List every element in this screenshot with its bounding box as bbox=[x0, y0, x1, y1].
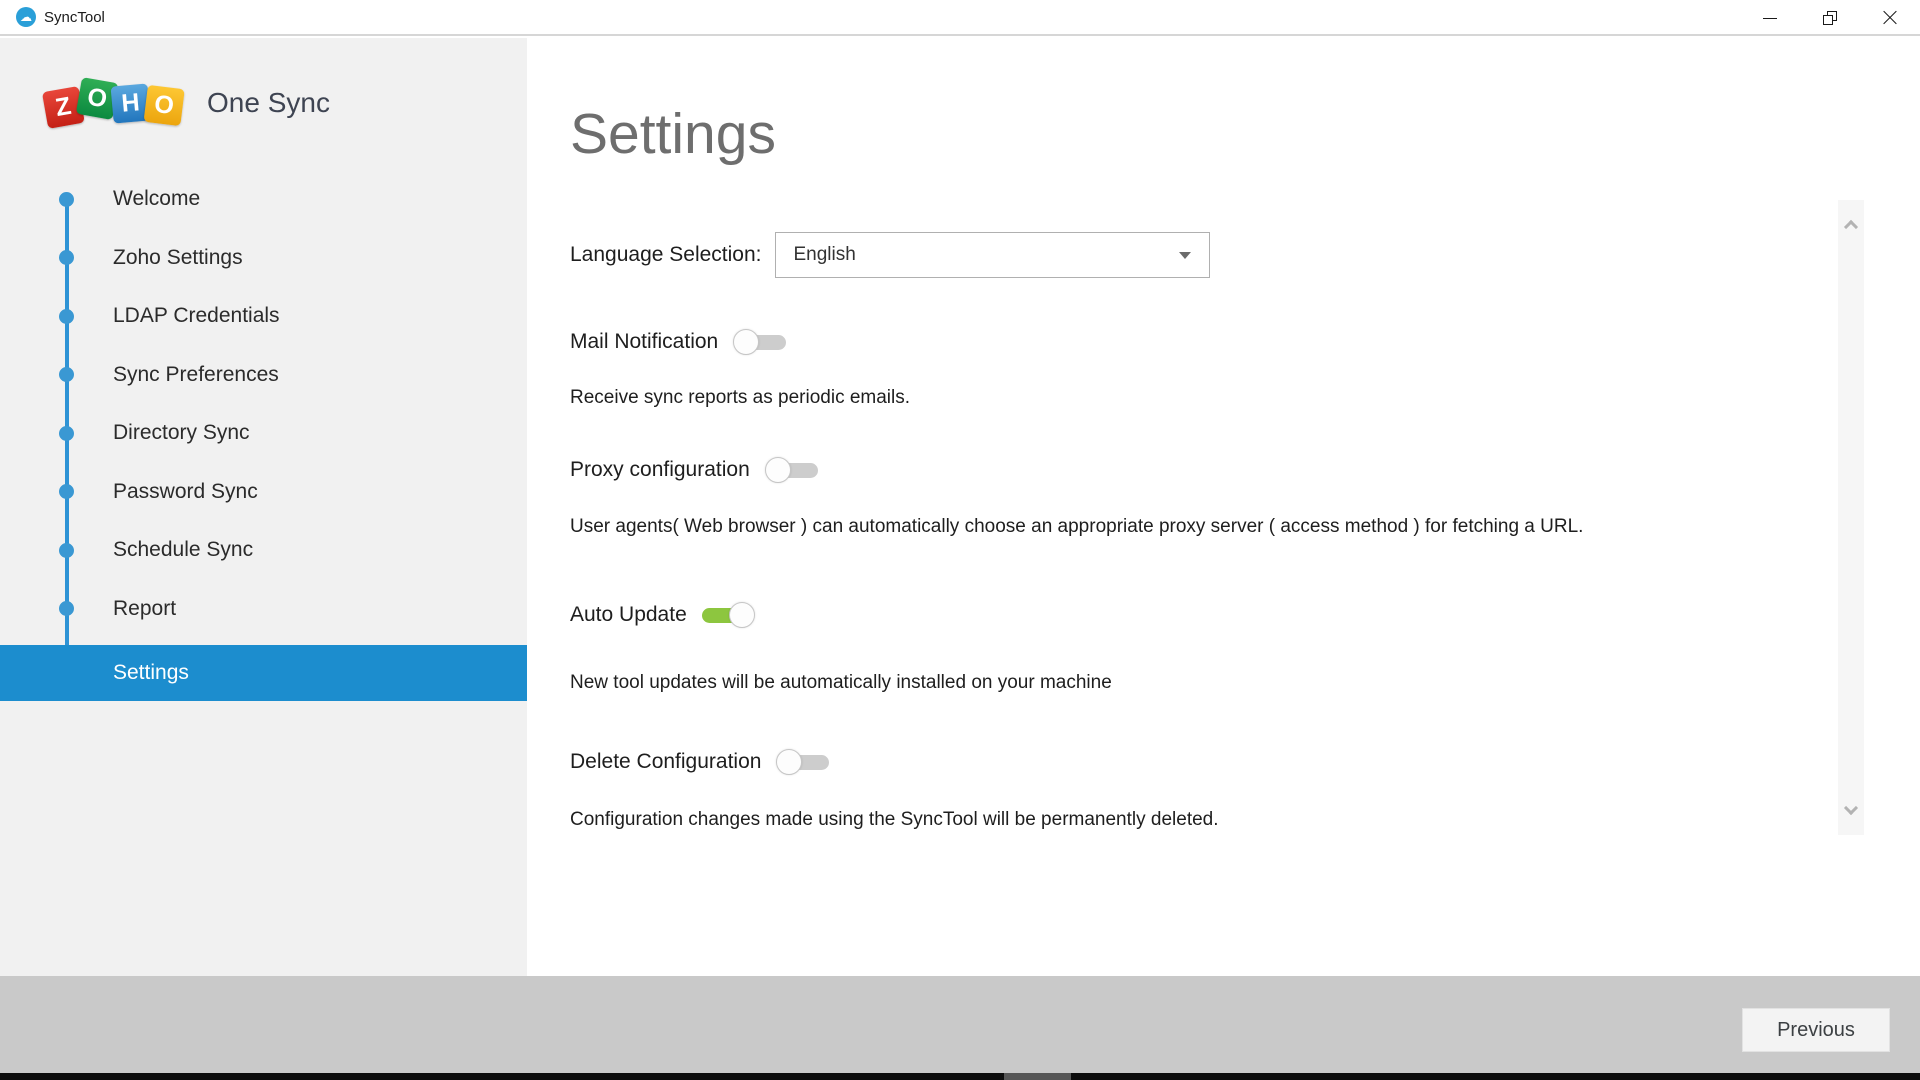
synctool-cloud-icon: ☁ bbox=[16, 7, 36, 27]
sidebar-item-label: Settings bbox=[113, 661, 189, 684]
sidebar-item-label: LDAP Credentials bbox=[113, 304, 280, 328]
delete-configuration-toggle[interactable] bbox=[776, 749, 829, 775]
page-title: Settings bbox=[570, 102, 776, 166]
sidebar-item-directory-sync[interactable] bbox=[0, 404, 527, 463]
toggle-knob bbox=[733, 329, 759, 355]
language-select-value: English bbox=[793, 244, 856, 265]
sidebar-item-password-sync[interactable] bbox=[0, 463, 527, 522]
step-dot-icon bbox=[59, 250, 74, 265]
taskbar-strip bbox=[0, 1073, 1920, 1080]
delete-configuration-description: Configuration changes made using the SyncTool will be permanently deleted. bbox=[570, 809, 1219, 830]
mail-notification-label: Mail Notification bbox=[570, 330, 719, 353]
proxy-configuration-label: Proxy configuration bbox=[570, 458, 750, 481]
sidebar-item-label: Directory Sync bbox=[113, 421, 250, 445]
sidebar-item-label: Zoho Settings bbox=[113, 245, 243, 269]
delete-configuration-group bbox=[570, 748, 1219, 831]
step-dot-icon bbox=[59, 601, 74, 616]
zoho-logo-letter-o1: O bbox=[76, 77, 119, 120]
sidebar-item-label: Welcome bbox=[113, 187, 201, 211]
step-dot-icon bbox=[59, 484, 74, 499]
language-selection-label: Language Selection: bbox=[570, 243, 762, 266]
delete-configuration-label: Delete Configuration bbox=[570, 750, 762, 773]
auto-update-group bbox=[570, 601, 1112, 694]
taskbar-segment bbox=[1004, 1073, 1071, 1080]
sidebar-item-label: Report bbox=[113, 596, 177, 620]
main-content bbox=[527, 38, 1920, 976]
sidebar-item-report[interactable] bbox=[0, 580, 527, 639]
auto-update-description: New tool updates will be automatically installed on your machine bbox=[570, 672, 1112, 693]
sidebar-nav bbox=[0, 170, 527, 701]
sidebar-item-label: Password Sync bbox=[113, 479, 258, 503]
restore-icon bbox=[1823, 11, 1837, 25]
sidebar-item-label: Schedule Sync bbox=[113, 538, 254, 562]
toggle-knob bbox=[776, 749, 802, 775]
minimize-icon bbox=[1763, 18, 1777, 19]
sidebar-item-sync-preferences[interactable] bbox=[0, 346, 527, 405]
toggle-knob bbox=[729, 602, 755, 628]
mail-notification-toggle[interactable] bbox=[733, 329, 786, 355]
mail-notification-group bbox=[570, 328, 910, 409]
step-dot-icon bbox=[59, 192, 74, 207]
sidebar-item-ldap-credentials[interactable] bbox=[0, 287, 527, 346]
sidebar-item-schedule-sync[interactable] bbox=[0, 521, 527, 580]
sidebar-item-zoho-settings[interactable] bbox=[0, 229, 527, 288]
sidebar bbox=[0, 38, 527, 976]
toggle-knob bbox=[765, 457, 791, 483]
chevron-up-icon[interactable] bbox=[1844, 220, 1858, 234]
restore-button[interactable] bbox=[1800, 0, 1860, 36]
step-dot-icon bbox=[59, 543, 74, 558]
auto-update-label: Auto Update bbox=[570, 603, 687, 626]
proxy-configuration-group bbox=[570, 456, 1583, 538]
title-bar bbox=[0, 0, 1920, 36]
bottom-bar bbox=[0, 976, 1920, 1073]
step-dot-icon bbox=[59, 426, 74, 441]
settings-list bbox=[527, 38, 1920, 976]
mail-notification-description: Receive sync reports as periodic emails. bbox=[570, 387, 911, 408]
proxy-configuration-description: User agents( Web browser ) can automatically choose an appropriate proxy server ( access method ) for fetching a URL. bbox=[570, 516, 1584, 537]
window-title: SyncTool bbox=[44, 8, 105, 26]
window-controls bbox=[1740, 0, 1920, 36]
scrollbar[interactable] bbox=[1838, 200, 1864, 835]
zoho-logo-letter-z: Z bbox=[42, 86, 85, 129]
close-icon bbox=[1882, 10, 1898, 26]
chevron-down-icon[interactable] bbox=[1844, 801, 1858, 815]
sidebar-item-settings[interactable] bbox=[0, 645, 527, 701]
close-button[interactable] bbox=[1860, 0, 1920, 36]
zoho-logo-letter-h: H bbox=[111, 83, 151, 123]
minimize-button[interactable] bbox=[1740, 0, 1800, 36]
sidebar-item-label: Sync Preferences bbox=[113, 362, 279, 386]
auto-update-toggle[interactable] bbox=[702, 602, 755, 628]
product-name: One Sync bbox=[207, 86, 330, 118]
zoho-logo-letter-o2: O bbox=[144, 85, 185, 126]
step-dot-icon bbox=[59, 367, 74, 382]
sidebar-item-welcome[interactable] bbox=[0, 170, 527, 229]
proxy-configuration-toggle[interactable] bbox=[765, 457, 818, 483]
zoho-logo bbox=[44, 84, 330, 121]
step-dot-icon bbox=[59, 309, 74, 324]
previous-button[interactable]: Previous bbox=[1742, 1008, 1890, 1052]
